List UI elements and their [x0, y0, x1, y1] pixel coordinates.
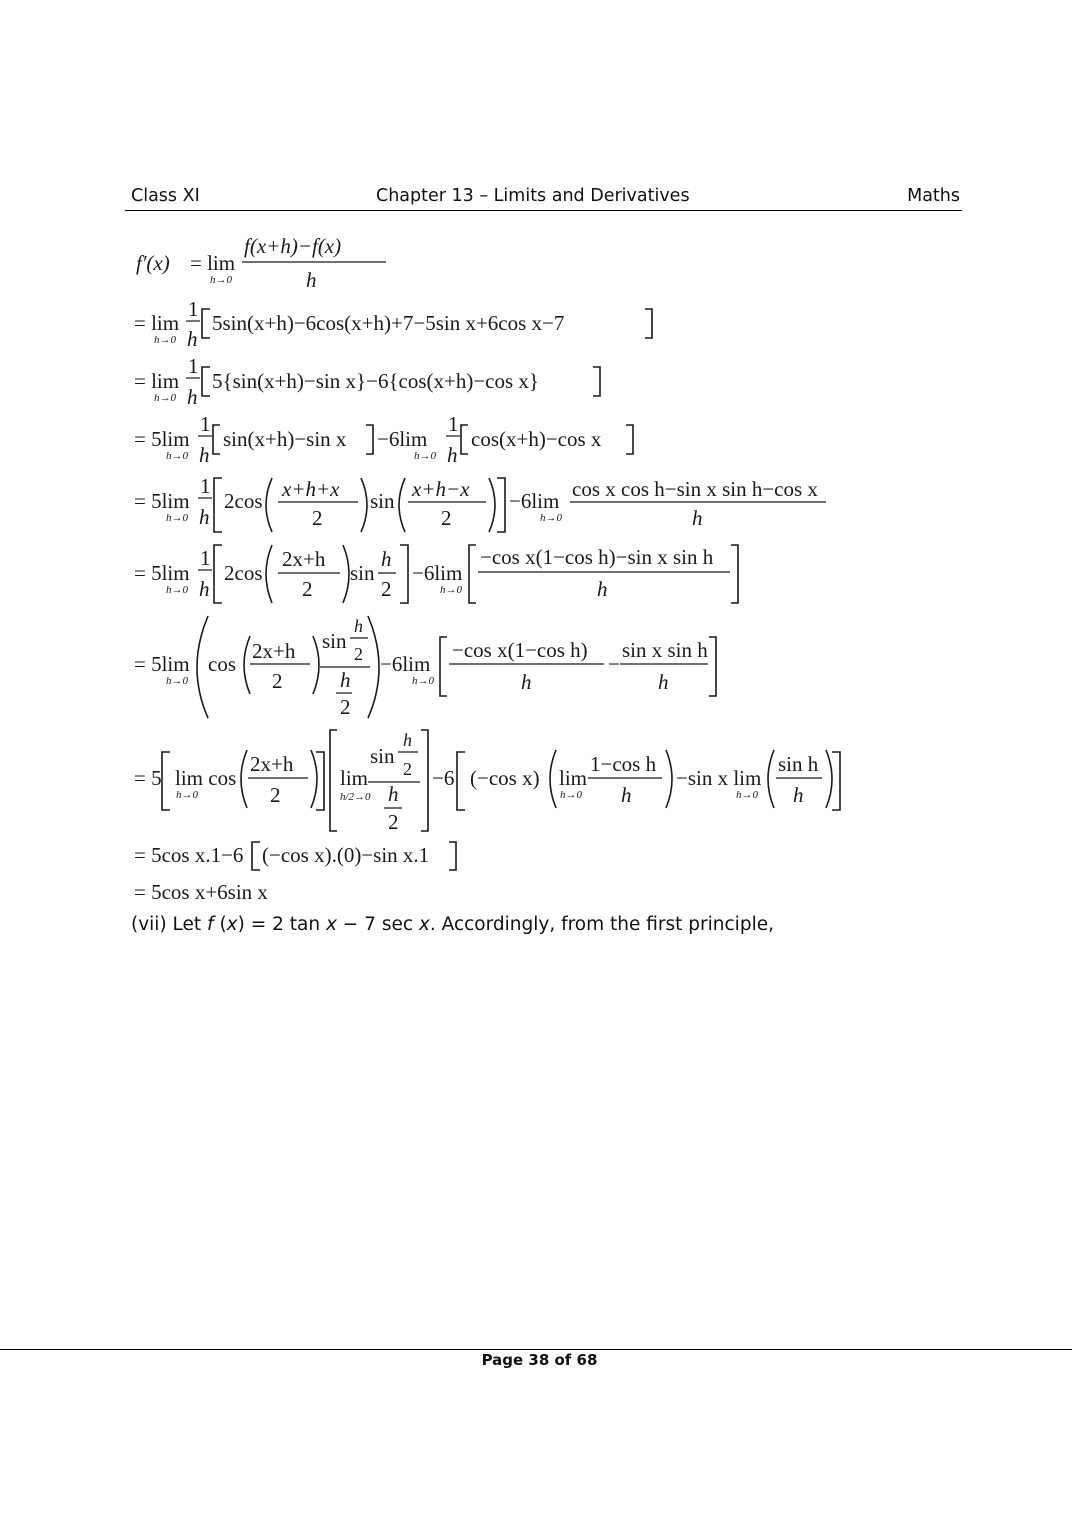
svg-text:h: h: [597, 577, 608, 601]
svg-text:x+h−x: x+h−x: [412, 477, 470, 501]
svg-text:sin: sin: [370, 489, 395, 513]
svg-text:−6lim: −6lim: [412, 561, 463, 585]
svg-text:cos(x+h)−cos x: cos(x+h)−cos x: [471, 427, 602, 451]
svg-text:h: h: [658, 670, 669, 694]
svg-text:h: h: [621, 783, 632, 807]
svg-text:lim: lim: [340, 766, 369, 790]
svg-text:h: h: [403, 730, 412, 750]
svg-text:2: 2: [388, 810, 399, 834]
svg-text:sin x sin h: sin x sin h: [622, 638, 708, 662]
svg-text:h: h: [521, 670, 532, 694]
svg-text:h: h: [354, 616, 363, 636]
svg-text:2x+h: 2x+h: [250, 752, 294, 776]
footer-rule: [0, 1349, 1072, 1350]
svg-text:2: 2: [270, 783, 281, 807]
header-class: Class XI: [131, 186, 200, 206]
svg-text:f′(x): f′(x): [136, 251, 170, 275]
svg-text:h→0: h→0: [154, 392, 176, 404]
svg-text:h: h: [447, 443, 458, 467]
svg-text:h→0: h→0: [412, 675, 434, 687]
svg-text:(−cos x): (−cos x): [470, 766, 540, 790]
derivation-line-2: [134, 297, 652, 351]
svg-text:2: 2: [302, 577, 313, 601]
svg-text:−cos x(1−cos h)−sin x sin h: −cos x(1−cos h)−sin x sin h: [480, 545, 714, 569]
svg-text:h→0: h→0: [736, 789, 758, 801]
derivation-line-4: [134, 412, 633, 467]
svg-text:5{sin(x+h)−sin x}−6{cos(x+h)−c: 5{sin(x+h)−sin x}−6{cos(x+h)−cos x}: [212, 369, 540, 393]
svg-text:sin: sin: [370, 744, 395, 768]
svg-text:2cos: 2cos: [224, 561, 263, 585]
svg-text:h: h: [187, 385, 198, 409]
svg-text:2cos: 2cos: [224, 489, 263, 513]
svg-text:= lim: = lim: [134, 311, 180, 335]
svg-text:−sin x lim: −sin x lim: [676, 766, 762, 790]
svg-text:2: 2: [403, 759, 412, 779]
svg-text:h: h: [692, 506, 703, 530]
svg-text:h: h: [340, 668, 351, 692]
svg-text:f(x+h)−f(x): f(x+h)−f(x): [244, 234, 342, 258]
header-subject: Maths: [907, 186, 960, 206]
svg-text:h: h: [388, 782, 399, 806]
svg-text:lim: lim: [559, 766, 588, 790]
svg-text:h→0: h→0: [210, 274, 232, 286]
svg-text:(−cos x).(0)−sin x.1: (−cos x).(0)−sin x.1: [262, 843, 430, 867]
svg-text:1: 1: [188, 354, 199, 378]
svg-text:1: 1: [200, 474, 211, 498]
svg-text:= 5: = 5: [134, 766, 162, 790]
header-chapter: Chapter 13 – Limits and Derivatives: [376, 186, 690, 206]
svg-text:cos x cos h−sin x sin h−cos x: cos x cos h−sin x sin h−cos x: [572, 477, 818, 501]
derivation-line-1: [136, 234, 386, 292]
svg-text:= 5lim: = 5lim: [134, 652, 190, 676]
svg-text:−6: −6: [432, 766, 455, 790]
svg-text:h: h: [793, 783, 804, 807]
svg-text:= 5cos x.1−6: = 5cos x.1−6: [134, 843, 244, 867]
svg-text:= lim: = lim: [190, 251, 236, 275]
svg-text:sin(x+h)−sin x: sin(x+h)−sin x: [223, 427, 347, 451]
svg-text:sin h: sin h: [778, 752, 819, 776]
svg-text:2: 2: [272, 669, 283, 693]
svg-text:h→0: h→0: [166, 675, 188, 687]
svg-text:h→0: h→0: [414, 450, 436, 462]
svg-text:h→0: h→0: [540, 512, 562, 524]
svg-text:2: 2: [312, 506, 323, 530]
svg-text:h→0: h→0: [166, 584, 188, 596]
svg-text:sin: sin: [350, 561, 375, 585]
svg-text:1: 1: [200, 546, 211, 570]
svg-text:−6lim: −6lim: [380, 652, 431, 676]
svg-text:1−cos h: 1−cos h: [590, 752, 657, 776]
svg-text:h→0: h→0: [176, 789, 198, 801]
svg-text:−: −: [608, 652, 620, 676]
svg-text:h→0: h→0: [166, 450, 188, 462]
derivation-line-10: [134, 880, 268, 904]
derivation-line-9: [134, 842, 456, 870]
svg-text:h: h: [199, 577, 210, 601]
svg-text:= 5lim: = 5lim: [134, 427, 190, 451]
svg-text:−6lim: −6lim: [377, 427, 428, 451]
svg-text:2: 2: [381, 577, 392, 601]
svg-text:−cos x(1−cos h): −cos x(1−cos h): [452, 638, 588, 662]
svg-text:h/2→0: h/2→0: [340, 791, 371, 803]
svg-text:1: 1: [448, 412, 459, 436]
derivation-line-6: [134, 545, 738, 603]
derivation-line-3: [134, 354, 600, 409]
svg-text:2: 2: [354, 644, 363, 664]
svg-text:cos: cos: [208, 652, 236, 676]
svg-text:h→0: h→0: [166, 512, 188, 524]
svg-text:1: 1: [200, 412, 211, 436]
svg-text:5sin(x+h)−6cos(x+h)+7−5sin x+6: 5sin(x+h)−6cos(x+h)+7−5sin x+6cos x−7: [212, 311, 565, 335]
svg-text:2x+h: 2x+h: [282, 547, 326, 571]
svg-text:x+h+x: x+h+x: [282, 477, 340, 501]
derivation-line-7: [134, 616, 716, 719]
svg-text:h→0: h→0: [440, 584, 462, 596]
svg-text:2x+h: 2x+h: [252, 639, 296, 663]
derivation-line-5: [134, 474, 826, 532]
svg-text:h: h: [199, 443, 210, 467]
svg-text:= 5lim: = 5lim: [134, 561, 190, 585]
svg-text:2: 2: [340, 695, 351, 719]
svg-text:sin: sin: [322, 629, 347, 653]
svg-text:lim cos: lim cos: [175, 766, 237, 790]
svg-text:−6lim: −6lim: [509, 489, 560, 513]
derivation-line-8: [134, 730, 840, 834]
svg-text:= 5cos x+6sin x: = 5cos x+6sin x: [134, 880, 268, 904]
svg-text:= 5lim: = 5lim: [134, 489, 190, 513]
svg-text:h: h: [187, 327, 198, 351]
svg-text:h: h: [381, 547, 392, 571]
svg-text:2: 2: [441, 506, 452, 530]
svg-text:h→0: h→0: [560, 789, 582, 801]
svg-text:h→0: h→0: [154, 334, 176, 346]
page-number: Page 38 of 68: [481, 1351, 598, 1369]
svg-text:h: h: [306, 268, 317, 292]
svg-text:= lim: = lim: [134, 369, 180, 393]
svg-text:1: 1: [188, 297, 199, 321]
svg-text:h: h: [199, 505, 210, 529]
paragraph-vii: (vii) Let f (x) = 2 tan x − 7 sec x. Accordingly, from the first principle,: [131, 914, 774, 935]
